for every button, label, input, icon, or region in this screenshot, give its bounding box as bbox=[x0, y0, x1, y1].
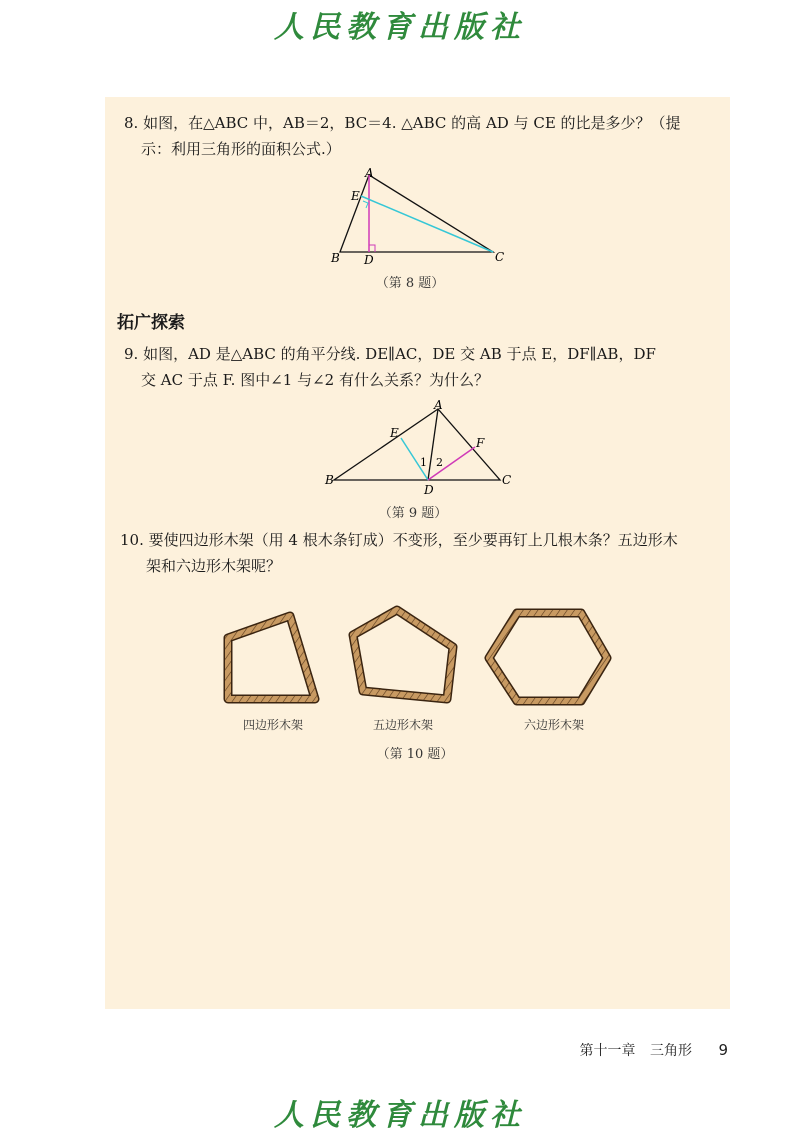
frame-label-pentagon: 五边形木架 bbox=[372, 718, 433, 732]
right-angle-d bbox=[369, 245, 375, 252]
page-number: 9 bbox=[718, 1041, 728, 1059]
question-number: 10. bbox=[120, 531, 144, 549]
question-9 bbox=[124, 341, 724, 393]
label-e: E bbox=[351, 189, 360, 203]
label-d: D bbox=[364, 253, 374, 267]
pentagon-frame bbox=[353, 610, 453, 699]
bisector-ad bbox=[428, 409, 438, 480]
question-text-line2: 交 AC 于点 F. 图中∠1 与∠2 有什么关系？为什么？ bbox=[141, 371, 489, 389]
label-c: C bbox=[502, 473, 512, 487]
caption-q10: （第 10 题） bbox=[376, 747, 454, 762]
question-text-line2: 架和六边形木架呢？ bbox=[146, 557, 282, 575]
figure-q10-frames bbox=[215, 600, 615, 710]
publisher-header: 人民教育出版社 bbox=[274, 10, 526, 45]
frame-label-quadrilateral: 四边形木架 bbox=[242, 718, 303, 732]
caption-q9: （第 9 题） bbox=[378, 506, 448, 521]
footer-title: 三角形 bbox=[650, 1043, 692, 1059]
altitude-ce bbox=[361, 196, 493, 252]
hexagon-frame bbox=[489, 613, 607, 701]
frame-label-hexagon: 六边形木架 bbox=[523, 718, 584, 732]
figure-q9 bbox=[320, 395, 520, 495]
publisher-footer: 人民教育出版社 bbox=[274, 1098, 526, 1133]
label-e: E bbox=[390, 426, 399, 440]
angle-2-label: 2 bbox=[436, 456, 443, 469]
question-text-line2: 示：利用三角形的面积公式.） bbox=[141, 140, 341, 158]
question-10 bbox=[120, 527, 724, 579]
label-b: B bbox=[325, 473, 334, 487]
label-d: D bbox=[424, 483, 434, 495]
section-title: 拓广探索 bbox=[117, 313, 185, 333]
angle-1-label: 1 bbox=[420, 456, 427, 469]
label-b: B bbox=[331, 251, 340, 265]
page-footer bbox=[570, 1040, 728, 1060]
right-angle-e bbox=[363, 201, 368, 208]
question-text-line1: 如图，在△ABC 中，AB＝2，BC＝4. △ABC 的高 AD 与 CE 的比是多少？（提 bbox=[143, 114, 681, 132]
label-f: F bbox=[476, 436, 485, 450]
figure-q8 bbox=[325, 163, 515, 268]
label-a: A bbox=[365, 166, 374, 180]
label-a: A bbox=[434, 398, 443, 412]
question-text-line1: 要使四边形木架（用 4 根木条钉成）不变形，至少要再钉上几根木条？五边形木 bbox=[148, 531, 678, 549]
caption-q8: （第 8 题） bbox=[375, 276, 445, 291]
label-c: C bbox=[495, 250, 505, 264]
triangle-abc bbox=[340, 175, 493, 252]
quadrilateral-frame bbox=[228, 616, 315, 699]
question-number: 8. bbox=[124, 114, 139, 132]
question-number: 9. bbox=[124, 345, 139, 363]
footer-chapter: 第十一章 bbox=[579, 1043, 636, 1059]
question-8 bbox=[124, 110, 724, 162]
question-text-line1: 如图，AD 是△ABC 的角平分线. DE∥AC，DE 交 AB 于点 E，DF∥AB，DF bbox=[143, 345, 656, 363]
